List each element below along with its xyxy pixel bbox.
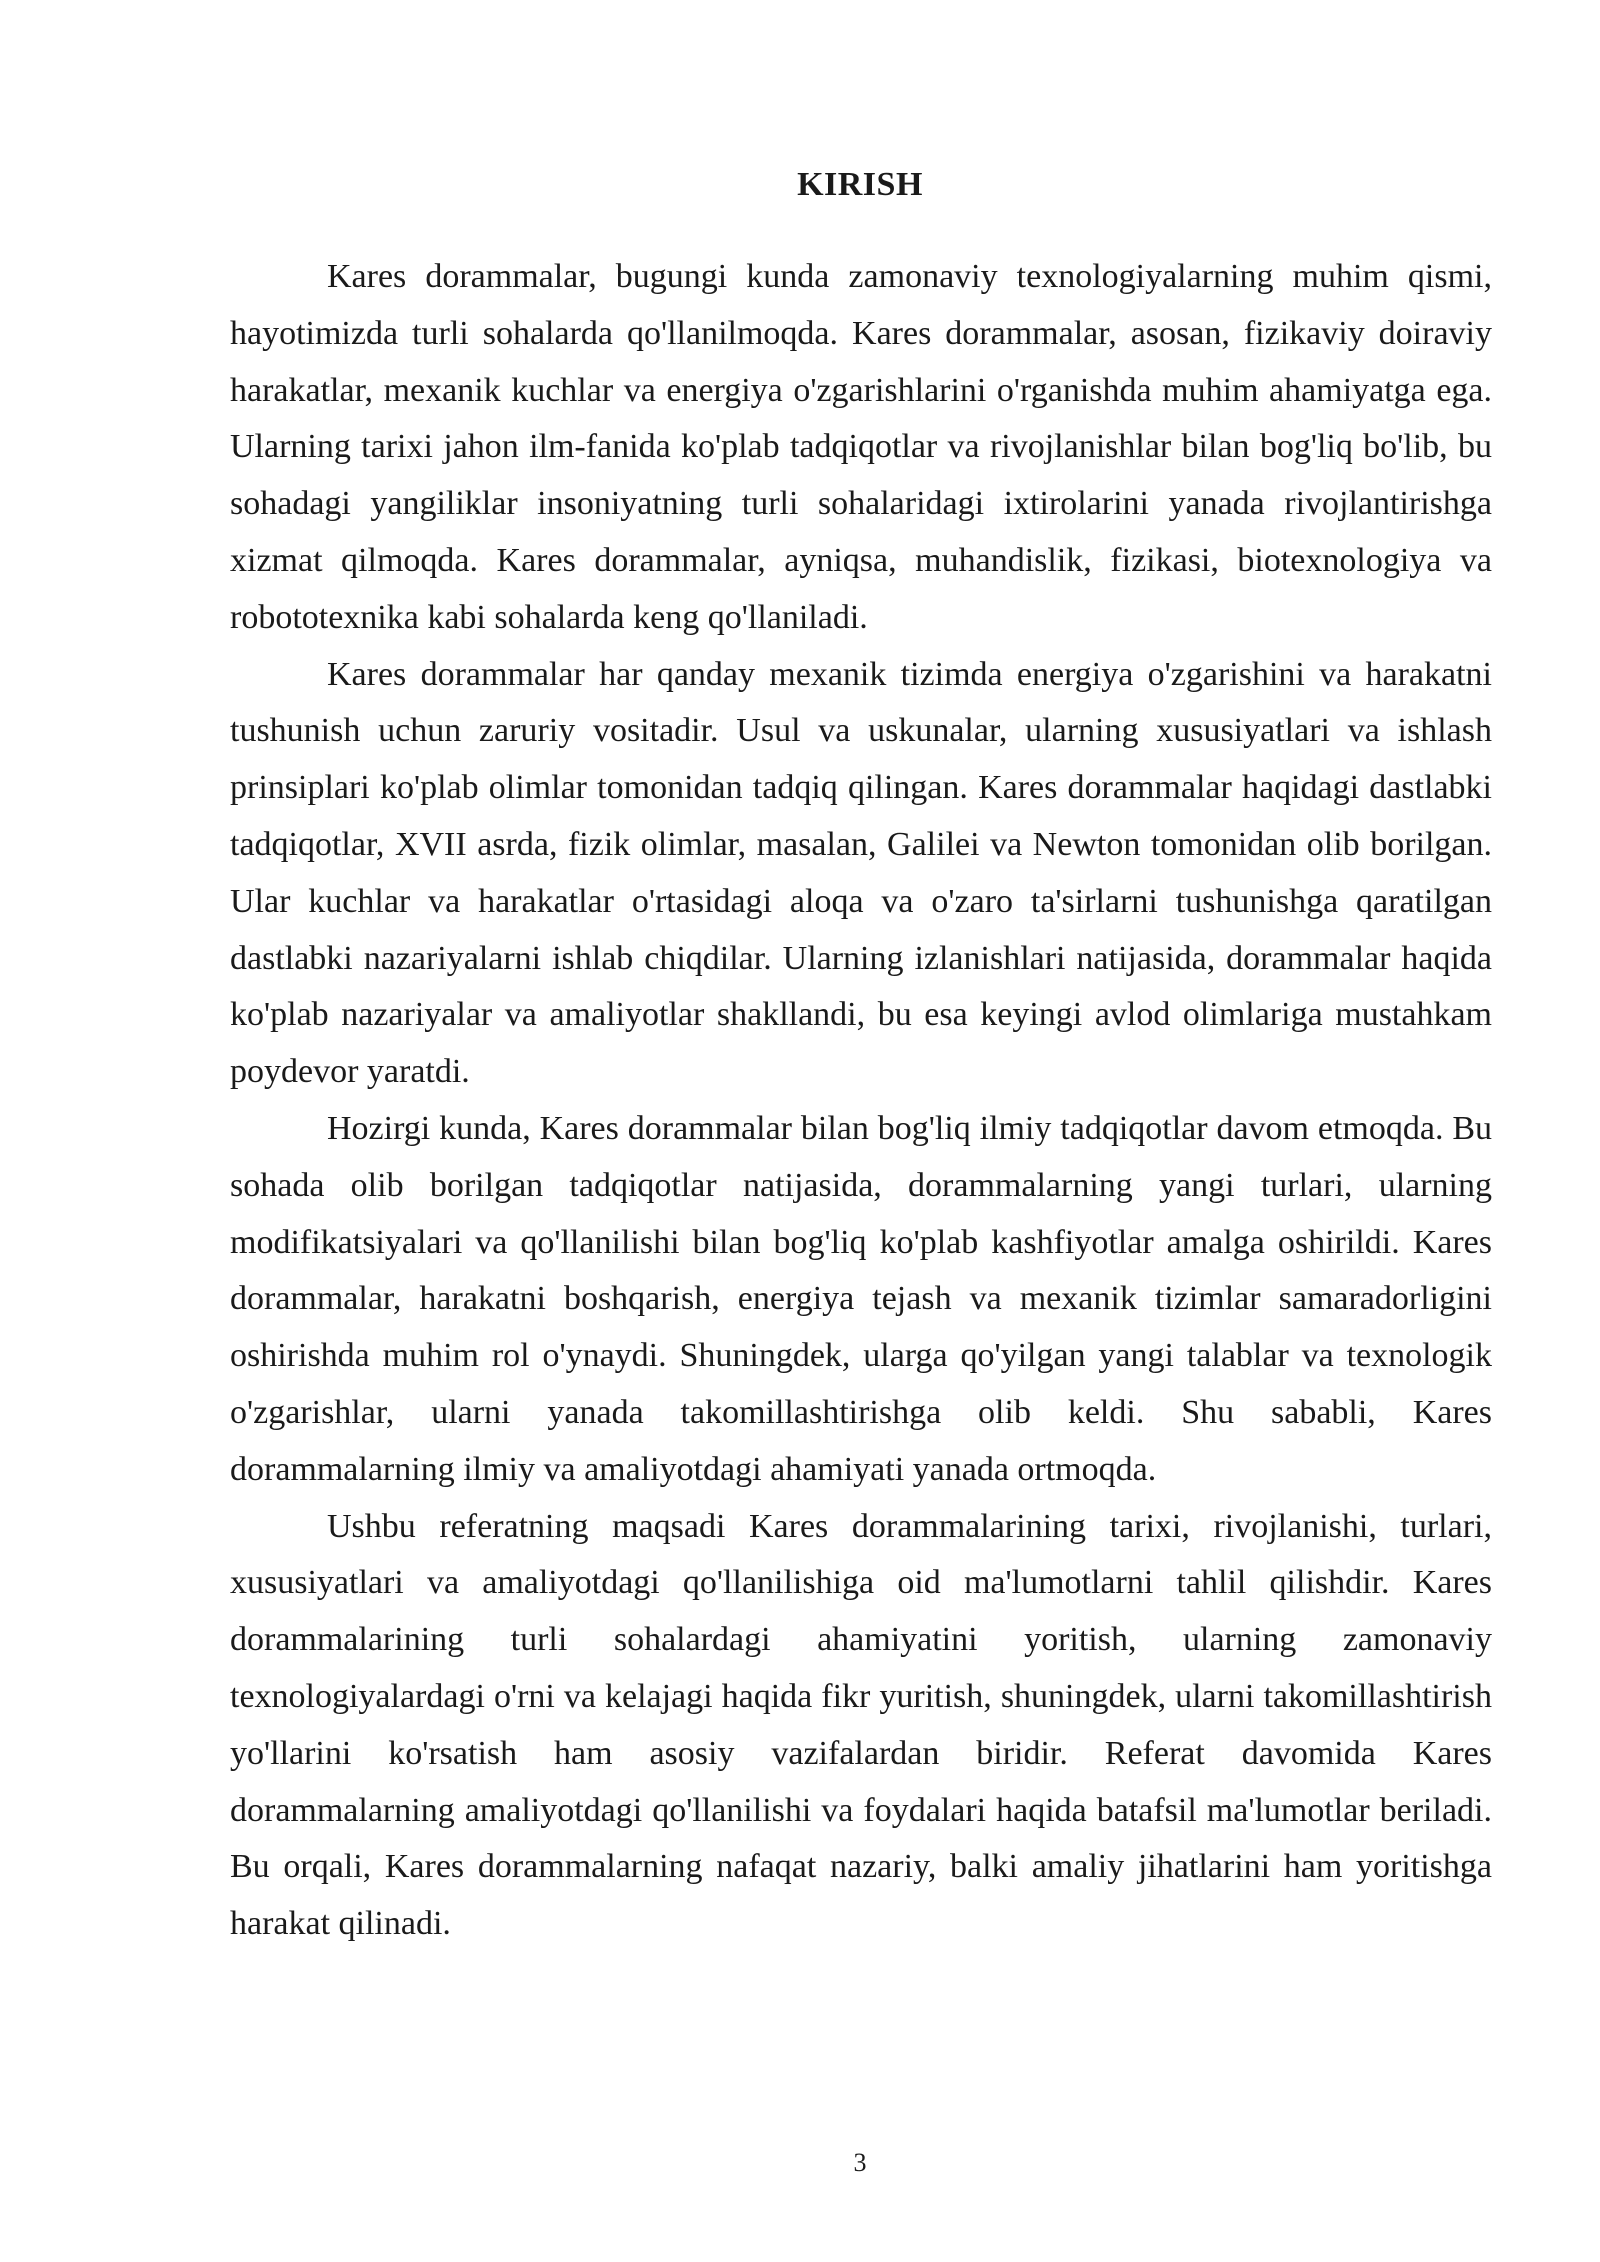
document-body (230, 249, 1492, 1953)
paragraph-3: Hozirgi kunda, Kares dorammalar bilan bog'liq ilmiy tadqiqotlar davom etmoqda. Bu sohada olib borilgan tadqiqotlar natijasida, dorammalarning yangi turlari, ularning modifikatsiyalari va qo'llanilishi bilan bog'liq ko'plab kashfiyotlar amalga oshirildi. Kares dorammalar, harakatni boshqarish, energiya tejash va mexanik tizimlar samaradorligini oshirishda muhim rol o'ynaydi. Shuningdek, ularga qo'yilgan yangi talablar va texnologik o'zgarishlar, ularni yanada takomillashtirishga olib keldi. Shu sababli, Kares dorammalarning ilmiy va amaliyotdagi ahamiyati yanada ortmoqda. (230, 1109, 1492, 1488)
page-title: KIRISH (797, 166, 923, 203)
paragraph-4: Ushbu referatning maqsadi Kares dorammalarining tarixi, rivojlanishi, turlari, xususiyatlari va amaliyotdagi qo'llanilishiga oid ma'lumotlarni tahlil qilishdir. Kares dorammalarining turli sohalardagi ahamiyatini yoritish, ularning zamonaviy texnologiyalardagi o'rni va kelajagi haqida fikr yuritish, shuningdek, ularni takomillashtirish yo'llarini ko'rsatish ham asosiy vazifalardan biridir. Referat davomida Kares dorammalarning amaliyotdagi qo'llanilishi va foydalari haqida batafsil ma'lumotlar beriladi. Bu orqali, Kares dorammalarning nafaqat nazariy, balki amaliy jihatlarini ham yoritishga harakat qilinadi. (230, 1507, 1492, 1943)
paragraph-2: Kares dorammalar har qanday mexanik tizimda energiya o'zgarishini va harakatni tushunish uchun zaruriy vositadir. Usul va uskunalar, ularning xususiyatlari va ishlash prinsiplari ko'plab olimlar tomonidan tadqiq qilingan. Kares dorammalar haqidagi dastlabki tadqiqotlar, XVII asrda, fizik olimlar, masalan, Galilei va Newton tomonidan olib borilgan. Ular kuchlar va harakatlar o'rtasidagi aloqa va o'zaro ta'sirlarni tushunishga qaratilgan dastlabki nazariyalarni ishlab chiqdilar. Ularning izlanishlari natijasida, dorammalar haqida ko'plab nazariyalar va amaliyotlar shakllandi, bu esa keyingi avlod olimlariga mustahkam poydevor yaratdi. (230, 655, 1492, 1091)
paragraph-1: Kares dorammalar, bugungi kunda zamonaviy texnologiyalarning muhim qismi, hayotimizda turli sohalarda qo'llanilmoqda. Kares dorammalar, asosan, fizikaviy doiraviy harakatlar, mexanik kuchlar va energiya o'zgarishlarini o'rganishda muhim ahamiyatga ega. Ularning tarixi jahon ilm-fanida ko'plab tadqiqotlar va rivojlanishlar bilan bog'liq bo'lib, bu sohadagi yangiliklar insoniyatning turli sohalaridagi ixtirolarini yanada rivojlantirishga xizmat qilmoqda. Kares dorammalar, ayniqsa, muhandislik, fizikasi, biotexnologiya va robototexnika kabi sohalarda keng qo'llaniladi. (230, 258, 1492, 636)
page-number: 3 (853, 2148, 867, 2177)
